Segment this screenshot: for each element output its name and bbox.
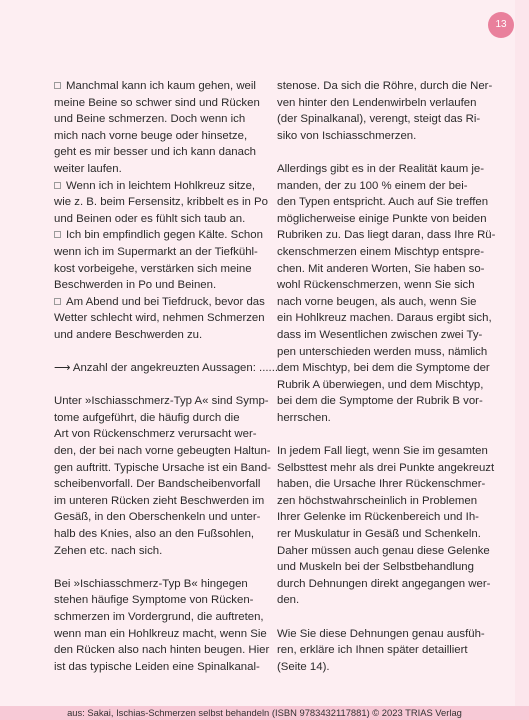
paragraph-reference: Wie Sie diese Dehnungen genau ausfüh- ren, erkläre ich Ihnen später detailliert (Seite 14). [277, 627, 485, 673]
paragraph-type-b: Bei »Ischiasschmerz-Typ B« hingegen stehen häufige Symptome von Rücken- schmerzen im Vordergrund, die auftreten, wenn man ein Hohlkreuz macht, wenn Sie den Rücken also nach hinten beugen. Hier ist das typische Leiden eine Spinalkanal- [54, 577, 270, 673]
source-footer: aus: Sakai, Ischias-Schmerzen selbst behandeln (ISBN 9783432117881) © 2023 TRIAS Verlag [0, 706, 529, 720]
checkbox-icon[interactable] [54, 298, 61, 305]
page-number-badge: 13 [488, 12, 514, 38]
paragraph-stenosis: stenose. Da sich die Röhre, durch die Ner- ven hinter den Lendenwirbeln verlaufen (der Spinalkanal), verengt, steigt das Ri- siko von Ischiasschmerzen. [277, 80, 493, 142]
right-column [277, 78, 496, 675]
checkbox-icon[interactable] [54, 231, 61, 238]
checkbox-icon[interactable] [54, 182, 61, 189]
checklist-item: Wenn ich in leichtem Hohlkreuz sitze, wie z. B. beim Fersensitz, kribbelt es in Po und Beinen oder es fühlt sich taub an. [54, 179, 268, 225]
checklist-item: Manchmal kann ich kaum gehen, weil meine Beine so schwer sind und Rücken und Beine schmerzen. Doch wenn ich mich nach vorne beuge oder hinsetze, geht es mir besser und ich kann danach weiter laufen. [54, 80, 260, 175]
count-line: ⟶ Anzahl der angekreuzten Aussagen: ....... [54, 362, 282, 375]
left-column [54, 78, 282, 675]
checklist-item: Am Abend und bei Tiefdruck, bevor das Wetter schlecht wird, nehmen Schmerzen und andere Beschwerden zu. [54, 295, 265, 341]
checkbox-icon[interactable] [54, 82, 61, 89]
paragraph-conclusion: In jedem Fall liegt, wenn Sie im gesamten Selbsttest mehr als drei Punkte angekreuzt haben, die Ursache Ihrer Rückenschmer- zen höchstwahrscheinlich in Problemen Ihrer Gelenke im Rückenbereich und Ih- rer Muskulatur in Gesäß und Schenkeln. Daher müssen auch genau diese Gelenke und Muskeln bei der Selbstbehandlung durch Dehnungen direkt angegangen wer- den. [277, 445, 495, 607]
paragraph-mixed-type: Allerdings gibt es in der Realität kaum je- manden, der zu 100 % einem der bei- den Typen entspricht. Auch auf Sie treffen möglicherweise einige Punkte von beiden Rubriken zu. Das liegt daran, dass Ihre Rü- ckenschmerzen einem Mischtyp entspre- chen. Mit anderen Worten, Sie haben so- wohl Rückenschmerzen, wenn Sie sich nach vorne beugen, als auch, wenn Sie ein Hohlkreuz machen. Daraus ergibt sich, dass im Wesentlichen zwischen zwei Ty- pen unterschieden werden muss, nämlich dem Mischtyp, bei dem die Symptome der Rubrik A überwiegen, und dem Mischtyp, bei dem die Symptome der Rubrik B vor- herrschen. [277, 162, 496, 424]
checklist-item: Ich bin empfindlich gegen Kälte. Schon wenn ich im Supermarkt an der Tiefkühl- kost vorbeigehe, verstärken sich meine Beschwerden in Po und Beinen. [54, 229, 263, 292]
page-edge [515, 0, 529, 706]
paragraph-type-a: Unter »Ischiasschmerz-Typ A« sind Symp- tome aufgeführt, die häufig durch die Art von Rückenschmerz verursacht wer- den, der bei nach vorne gebeugten Haltun- gen auftritt. Typische Ursache ist ein Band- scheibenvorfall. Der Bandscheibenvorfall im unteren Rücken zieht Beschwerden im Gesäß, in den Oberschenkeln und unter- halb des Knies, also an den Fußsohlen, Zehen etc. nach sich. [54, 395, 271, 557]
